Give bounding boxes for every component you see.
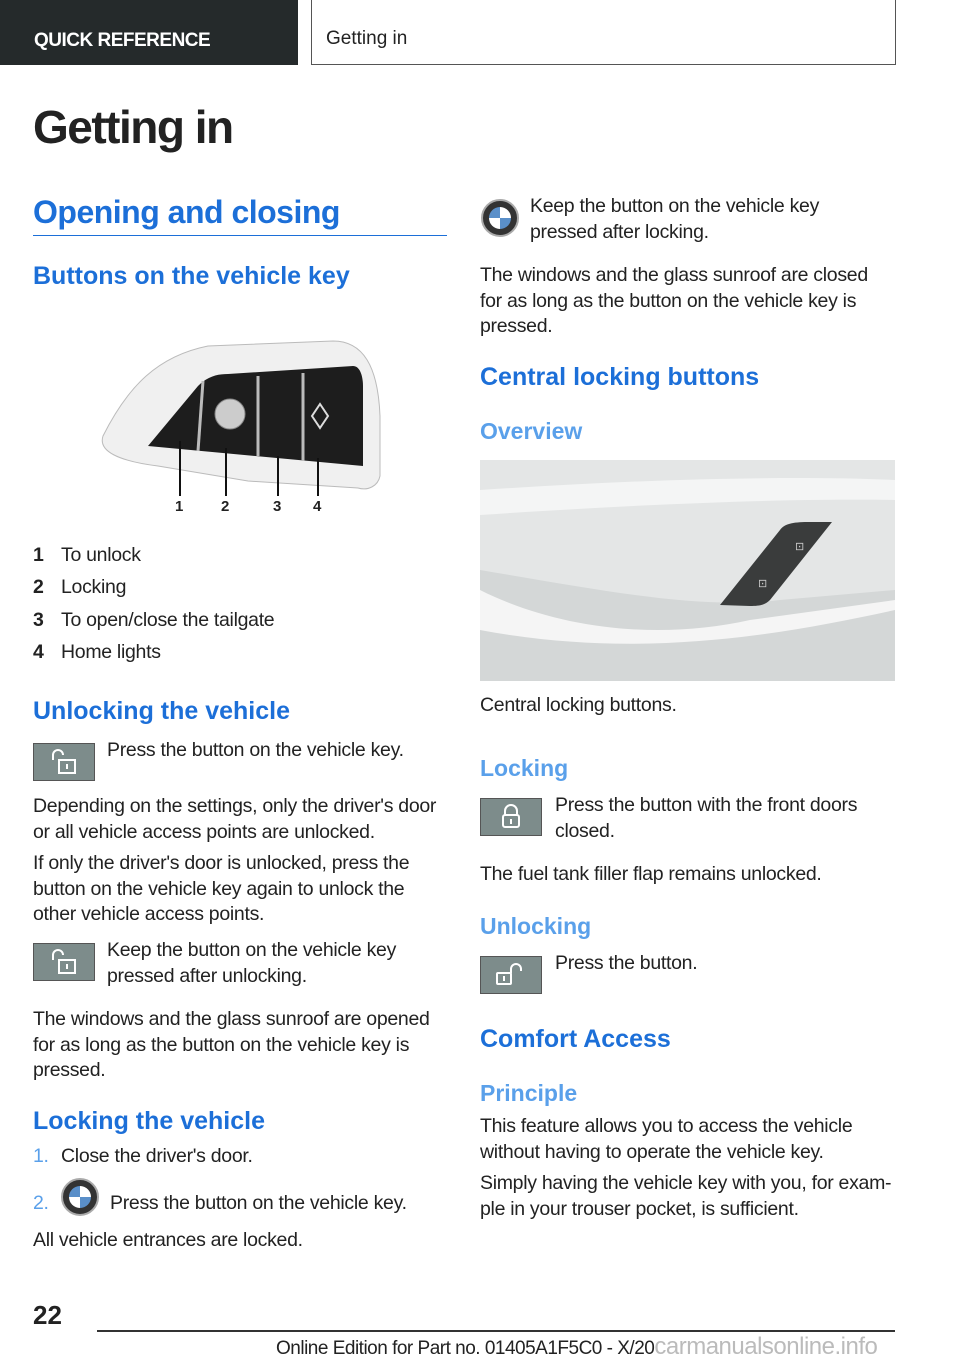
unlock-button-icon [33,743,95,781]
step-1: 1. Close the driver's door. [33,1145,253,1167]
svg-text:⊡: ⊡ [758,578,768,590]
principle-paragraph-1: This feature allows you to access the vehicle without having to operate the vehicle key. [480,1115,853,1163]
page-number: 22 [33,1300,62,1330]
callout-1: 1 [175,498,184,515]
callout-4: 4 [313,498,322,515]
heading-rule [33,235,447,236]
unlocking-instruction: Press the button. [555,952,698,974]
key-legend [33,539,274,668]
heading-unlocking: Unlocking [480,913,592,939]
lock-button-icon [480,798,542,836]
unlock-paragraph-1: Depending on the settings, only the driver's door or all vehicle access points are unlocked. [33,795,437,843]
step-2: 2. Press the button on the vehicle key. [33,1178,407,1216]
central-locking-buttons-photo [480,460,895,681]
unlock-button-icon [480,956,542,994]
vehicle-key-illustration [98,336,383,518]
chapter-tab [311,0,896,65]
legend-item: 4 Home lights [33,640,161,663]
principle-paragraph-2: Simply having the vehicle key with you, for exam-ple in your trouser pocket, is sufficient. [480,1172,892,1220]
section-label: QUICK REFERENCE [34,30,211,51]
legend-item: 1 To unlock [33,544,141,566]
locking-instruction: Press the button with the front doors closed. [555,794,858,842]
heading-central-locking: Central locking buttons [480,363,760,391]
footer-rule [97,1330,895,1332]
section-tab [0,0,298,65]
lock-hold-instruction: Keep the button on the vehicle key pressed after locking. [530,195,820,243]
watermark: carmanualsonline.info [654,1333,878,1360]
bmw-key-icon [481,199,519,237]
svg-text:⊡: ⊡ [795,541,805,553]
page-title: Getting in [33,101,233,153]
heading-comfort-access: Comfort Access [480,1025,671,1053]
lock-paragraph: The windows and the glass sunroof are closed for as long as the button on the vehicle key is pressed. [480,264,868,337]
callout-3: 3 [273,498,282,515]
chapter-label: Getting in [326,28,408,49]
locking-paragraph: The fuel tank filler flap remains unlocked. [480,863,822,885]
legend-item: 3 To open/close the tailgate [33,608,275,631]
bmw-key-icon [61,1178,99,1216]
heading-unlocking-vehicle: Unlocking the vehicle [33,697,291,725]
footer-edition: Online Edition for Part no. 01405A1F5C0 - X/20carmanualsonline.info [276,1333,878,1360]
lock-result: All vehicle entrances are locked. [33,1229,303,1251]
heading-overview: Overview [480,418,583,444]
unlock-paragraph-3: The windows and the glass sunroof are opened for as long as the button on the vehicle key is pressed. [33,1008,430,1081]
heading-locking-vehicle: Locking the vehicle [33,1107,266,1135]
unlock-paragraph-2: If only the driver's door is unlocked, press the button on the vehicle key again to unlock the other vehicle access points. [33,852,410,925]
heading-principle: Principle [480,1080,578,1106]
unlock-hold-instruction: Keep the button on the vehicle key pressed after unlocking. [107,939,397,987]
legend-item: 2 Locking [33,576,127,599]
unlock-instruction: Press the button on the vehicle key. [107,739,404,761]
heading-buttons-key: Buttons on the vehicle key [33,262,350,290]
heading-opening-closing: Opening and closing [33,194,340,230]
heading-locking: Locking [480,755,569,781]
photo-caption: Central locking buttons. [480,694,677,716]
unlock-button-icon [33,943,95,981]
callout-2: 2 [221,498,230,515]
